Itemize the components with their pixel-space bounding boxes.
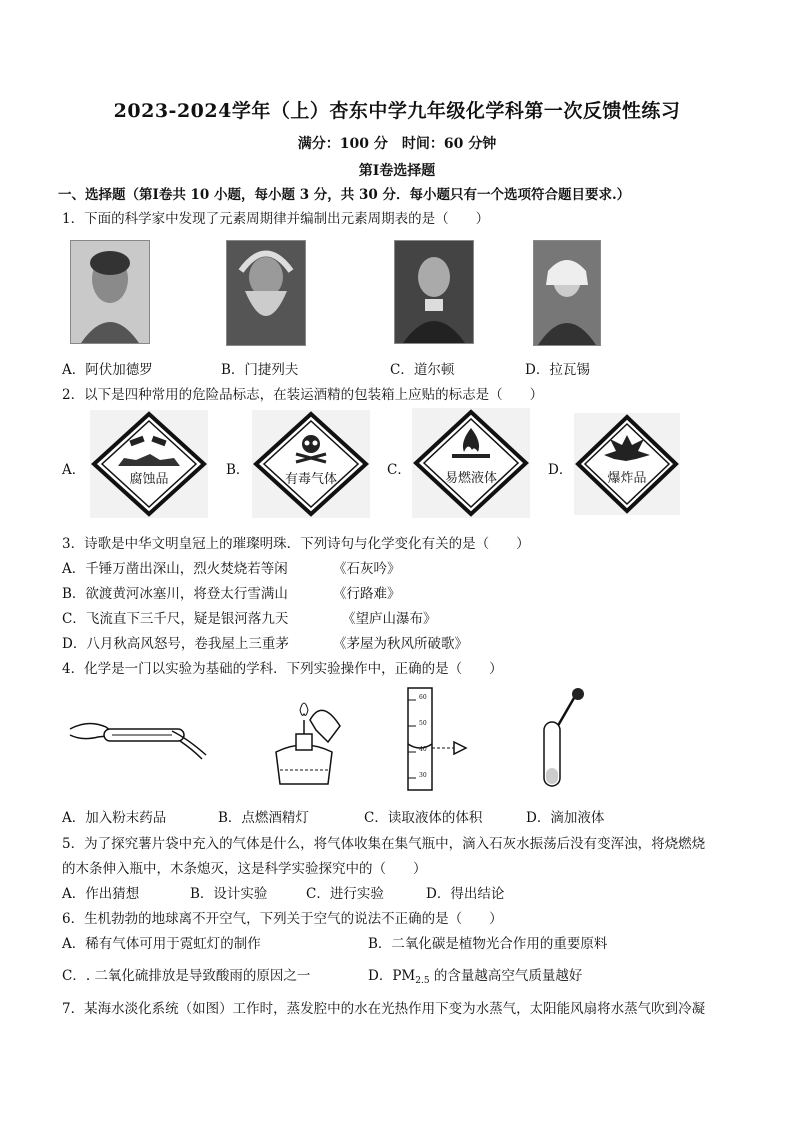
q2-letter-b: B． xyxy=(226,462,250,478)
q3-option-c: C．飞流直下三千尺，疑是银河落九天 xyxy=(62,611,289,627)
q3-option-d: D．八月秋高风怒号，卷我屋上三重茅 xyxy=(62,636,289,652)
section-title: 第Ⅰ卷选择题 xyxy=(358,163,436,179)
q5-option-c: C．进行实验 xyxy=(306,886,384,902)
q3-option-a-source: 《石灰吟》 xyxy=(333,561,401,577)
sign-flammable-label: 易燃液体 xyxy=(444,471,497,486)
exam-meta: 满分：100 分 时间：60 分钟 xyxy=(297,136,497,152)
q3-option-a: A．千锤万凿出深山，烈火焚烧若等闲 xyxy=(62,561,288,577)
dropper-figure xyxy=(530,686,590,794)
section-instruction: 一、选择题（第Ⅰ卷共 10 小题，每小题 3 分，共 30 分．每小题只有一个选项符合题目要求.） xyxy=(58,187,631,203)
q1-option-c: C．道尔顿 xyxy=(390,362,455,378)
q1-option-d: D．拉瓦锡 xyxy=(525,362,590,378)
q6-option-d xyxy=(368,964,582,986)
q5-line2: 的木条伸入瓶中，木条熄灭，这是科学实验探究中的（ ） xyxy=(62,861,427,877)
sign-corrosive-label: 腐蚀品 xyxy=(129,472,169,487)
q3-option-d-source: 《茅屋为秋风所破歌》 xyxy=(333,636,468,652)
portrait-mendeleev xyxy=(226,240,306,346)
q6-option-d-subscript: 2.5 xyxy=(415,976,430,986)
q5-line1: 5．为了探究薯片袋中充入的气体是什么，将气体收集在集气瓶中，滴入石灰水振荡后没有变浑浊，将烧燃烧 xyxy=(62,836,706,852)
q2-letter-c: C． xyxy=(387,462,411,478)
q1-option-b: B．门捷列夫 xyxy=(221,362,299,378)
alcohol-lamp-figure xyxy=(266,690,342,794)
sign-explosive-label: 爆炸品 xyxy=(607,471,647,486)
q1-option-a: A．阿伏加德罗 xyxy=(62,362,153,378)
exam-title: 2023-2024学年（上）杏东中学九年级化学科第一次反馈性练习 xyxy=(113,100,681,122)
q4-option-b: B．点燃酒精灯 xyxy=(218,810,309,826)
q2-letter-a: A． xyxy=(62,462,86,478)
q2-letter-d: D． xyxy=(548,462,573,478)
portrait-dalton xyxy=(394,240,474,344)
q6-option-d-prefix: D．PM xyxy=(368,968,416,984)
q3-stem: 3．诗歌是中华文明皇冠上的璀璨明珠．下列诗句与化学变化有关的是（ ） xyxy=(62,536,530,552)
cylinder-tick-30: 30 xyxy=(419,772,427,779)
q6-option-d-suffix: 的含量越高空气质量越好 xyxy=(429,968,583,984)
q1-stem: 1．下面的科学家中发现了元素周期律并编制出元素周期表的是（ ） xyxy=(62,211,490,227)
q4-option-a: A．加入粉末药品 xyxy=(62,810,167,826)
q4-option-d: D．滴加液体 xyxy=(526,810,605,826)
cylinder-tick-60: 60 xyxy=(419,694,427,701)
q5-option-d: D．得出结论 xyxy=(426,886,505,902)
q5-option-a: A．作出猜想 xyxy=(62,886,140,902)
q6-stem: 6．生机勃勃的地球离不开空气，下列关于空气的说法不正确的是（ ） xyxy=(62,911,503,927)
q3-option-b-source: 《行路难》 xyxy=(333,586,401,602)
q6-option-b: B．二氧化碳是植物光合作用的重要原料 xyxy=(368,936,608,952)
q6-option-a: A．稀有气体可用于霓虹灯的制作 xyxy=(62,936,261,952)
q4-stem: 4．化学是一门以实验为基础的学科．下列实验操作中，正确的是（ ） xyxy=(62,661,503,677)
q4-option-c: C．读取液体的体积 xyxy=(364,810,483,826)
graduated-cylinder-figure xyxy=(402,686,482,796)
cylinder-tick-40: 40 xyxy=(419,746,427,753)
q3-option-c-source: 《望庐山瀑布》 xyxy=(342,611,437,627)
portrait-lavoisier xyxy=(533,240,601,346)
q5-option-b: B．设计实验 xyxy=(190,886,268,902)
q6-option-c: C．. 二氧化硫排放是导致酸雨的原因之一 xyxy=(62,968,311,984)
cylinder-tick-50: 50 xyxy=(419,720,427,727)
portrait-avogadro xyxy=(70,240,150,344)
q2-stem: 2．以下是四种常用的危险品标志，在装运酒精的包装箱上应贴的标志是（ ） xyxy=(62,387,544,403)
q3-option-b: B．欲渡黄河冰塞川，将登太行雪满山 xyxy=(62,586,288,602)
q7-stem: 7．某海水淡化系统（如图）工作时，蒸发腔中的水在光热作用下变为水蒸气，太阳能风扇将水蒸气吹到冷凝 xyxy=(62,1001,706,1017)
sign-toxic-label: 有毒气体 xyxy=(284,472,337,487)
powder-adding-figure xyxy=(68,705,208,769)
